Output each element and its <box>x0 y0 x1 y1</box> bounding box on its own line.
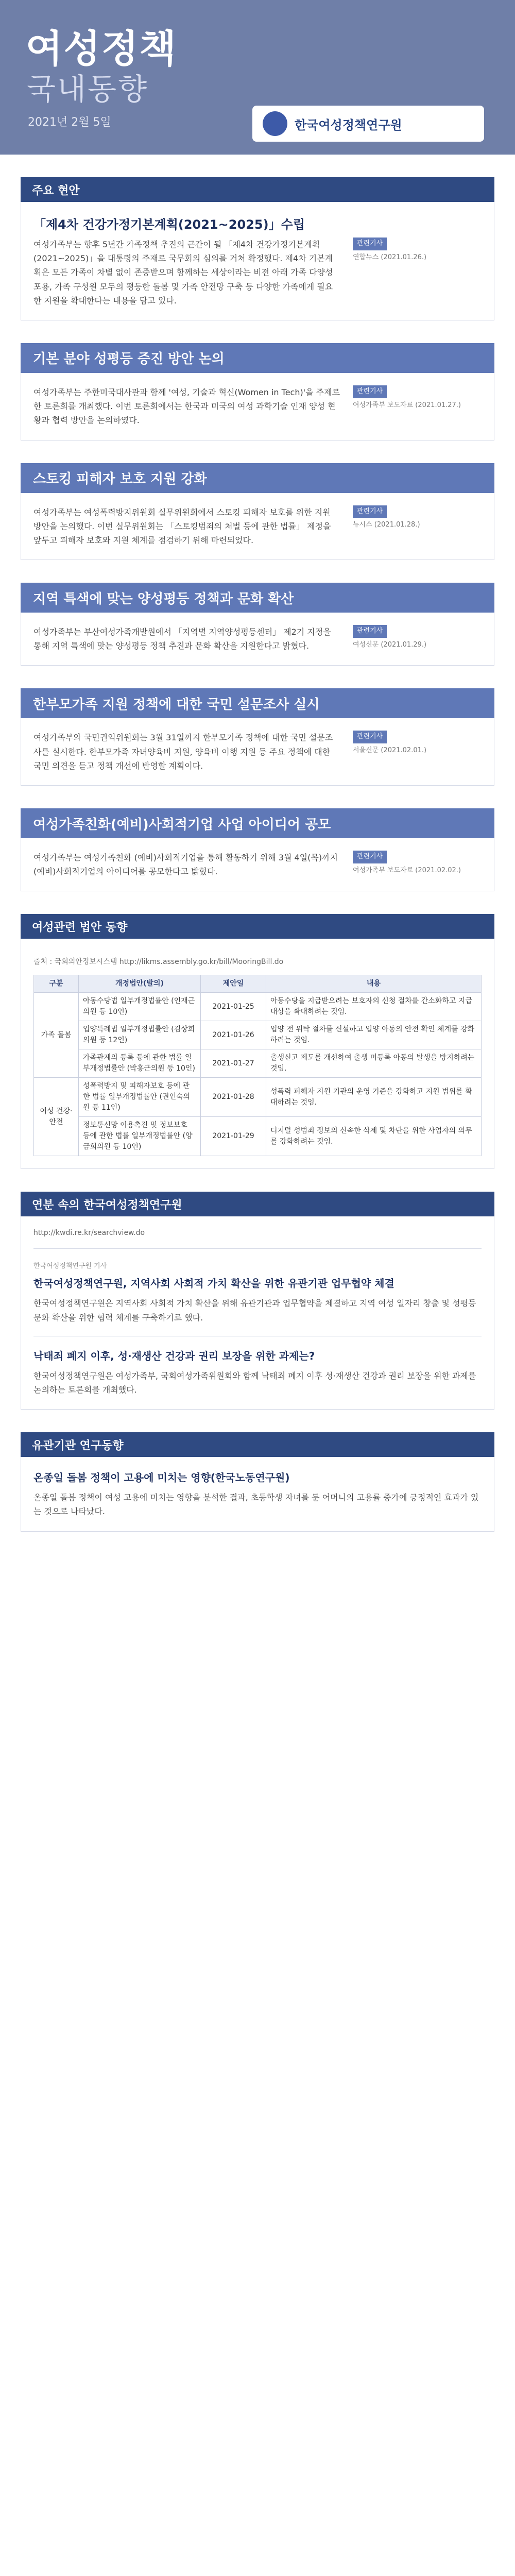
news-body: 여성가족부는 부산여성가족개발원에서 「지역별 지역양성평등센터」 제2기 지정을 통해 지역 특색에 맞는 양성평등 정책 추진과 문화 확산을 지원한다고 밝혔다. <box>33 627 331 651</box>
col-header: 개정법안(발의) <box>79 975 201 993</box>
kwdi-block <box>21 1216 494 1410</box>
news-body: 여성가족부는 여성폭력방지위원회 실무위원회에서 스토킹 피해자 보호를 위한 지원 방안을 논의했다. 이번 실무위원회는 「스토킹범죄의 처벌 등에 관한 법률」 제정을 앞두고 피해자 보호와 지원 체계를 점검하기 위해 마련되었다. <box>33 507 331 545</box>
news-block-3 <box>21 493 494 561</box>
divider <box>33 1248 482 1249</box>
table-row <box>34 993 482 1021</box>
section-event: 여성가족친화(예비)사회적기업 사업 아이디어 공모 <box>21 808 494 838</box>
cell-category: 가족 돌봄 <box>34 993 79 1078</box>
news-source <box>353 851 482 878</box>
cell-date: 2021-01-25 <box>201 993 266 1021</box>
page-title: 여성정책 <box>26 27 177 71</box>
laws-source-url[interactable]: http://likms.assembly.go.kr/bill/MooringBill.do <box>119 958 284 967</box>
kwdi-doc-label: 한국여성정책연구원 기사 <box>33 1262 107 1270</box>
table-row <box>34 1078 482 1117</box>
laws-block <box>21 939 494 1169</box>
table-row <box>34 1049 482 1078</box>
cell-bill: 성폭력방지 및 피해자보호 등에 관한 법률 일부개정법률안 (권인숙의원 등 11인) <box>79 1078 201 1117</box>
laws-source <box>33 956 482 967</box>
source-link[interactable]: 여성가족부 보도자료 (2021.02.02.) <box>353 866 461 874</box>
news-body: 여성가족부와 국민권익위원회는 3월 31일까지 한부모가족 정책에 대한 국민 설문조사를 실시한다. 한부모가족 자녀양육비 지원, 양육비 이행 지원 등 주요 정책에 대한 국민 의견을 듣고 정책 개선에 반영할 계획이다. <box>33 733 333 771</box>
source-link[interactable]: 뉴시스 (2021.01.28.) <box>353 521 420 529</box>
col-header: 구분 <box>34 975 79 993</box>
cell-date: 2021-01-28 <box>201 1078 266 1117</box>
news-body: 여성가족부는 여성가족친화 (예비)사회적기업을 통해 활동하기 위해 3월 4일(목)까지 (예비)사회적기업의 아이디어를 공모한다고 밝혔다. <box>33 853 338 877</box>
source-link[interactable]: 연합뉴스 (2021.01.26.) <box>353 253 427 261</box>
news-block-6 <box>21 838 494 891</box>
news-source <box>353 238 482 308</box>
logo-icon <box>263 111 287 136</box>
news-block-5 <box>21 718 494 786</box>
kwdi-item-title: 낙태죄 폐지 이후, 성·재생산 건강과 권리 보장을 위한 과제는? <box>33 1349 315 1362</box>
section-family: 한부모가족 지원 정책에 대한 국민 설문조사 실시 <box>21 688 494 718</box>
news-source <box>353 731 482 773</box>
news-title: 「제4차 건강가정기본계획(2021~2025)」수립 <box>33 217 305 232</box>
col-header: 제안일 <box>201 975 266 993</box>
laws-source-label: 출처 : 국회의안정보시스템 <box>33 958 117 967</box>
research-title: 온종일 돌봄 정책이 고용에 미치는 영향(한국노동연구원) <box>33 1471 290 1484</box>
table-row <box>34 1117 482 1156</box>
news-block-2 <box>21 373 494 440</box>
org-name: 한국여성정책연구원 <box>295 117 402 132</box>
cell-bill: 가족관계의 등록 등에 관한 법률 일부개정법률안 (박홍근의원 등 10인) <box>79 1049 201 1078</box>
source-link[interactable]: 서울신문 (2021.02.01.) <box>353 747 427 755</box>
cell-category: 여성 건강·안전 <box>34 1078 79 1156</box>
research-block <box>21 1457 494 1531</box>
news-block-4 <box>21 613 494 666</box>
cell-desc: 입양 전 위탁 절차를 신설하고 입양 아동의 안전 확인 체계를 강화하려는 것임. <box>266 1021 482 1049</box>
kwdi-item-body: 한국여성정책연구원은 여성가족부, 국회여성가족위원회와 함께 낙태죄 폐지 이후 성·재생산 건강과 권리 보장을 위한 과제를 논의하는 토론회를 개최했다. <box>33 1370 476 1395</box>
source-link[interactable]: 여성가족부 보도자료 (2021.01.27.) <box>353 401 461 409</box>
cell-desc: 출생신고 제도를 개선하여 출생 미등록 아동의 발생을 방지하려는 것임. <box>266 1049 482 1078</box>
cell-date: 2021-01-26 <box>201 1021 266 1049</box>
kwdi-link[interactable]: http://kwdi.re.kr/searchview.do <box>33 1229 145 1238</box>
section-research: 유관기관 연구동향 <box>21 1432 494 1457</box>
section-policy: 기본 분야 성평등 증진 방안 논의 <box>21 343 494 373</box>
page-subtitle: 국내동향 <box>27 72 149 107</box>
news-source <box>353 505 482 548</box>
cell-bill: 정보통신망 이용촉진 및 정보보호 등에 관한 법률 일부개정법률안 (양금희의원 등 10인) <box>79 1117 201 1156</box>
news-source <box>353 625 482 653</box>
source-link[interactable]: 여성신문 (2021.01.29.) <box>353 640 427 649</box>
cell-desc: 디지털 성범죄 정보의 신속한 삭제 및 차단을 위한 사업자의 의무를 강화하려는 것임. <box>266 1117 482 1156</box>
source-label: 관련기사 <box>353 238 387 250</box>
cell-bill: 입양특례법 일부개정법률안 (김상희의원 등 12인) <box>79 1021 201 1049</box>
source-label: 관련기사 <box>353 851 387 863</box>
news-body: 여성가족부는 향후 5년간 가족정책 추진의 근간이 될 「제4차 건강가정기본계획(2021~2025)」을 대통령의 주재로 국무회의 심의를 거쳐 확정했다. 제4차 기본계획은 모든 가족이 차별 없이 존중받으며 함께하는 세상이라는 비전 아래 가족 다양성 포용, 가족 구성원 모두의 평등한 돌봄 및 가족 안전망 구축 등 다양한 가족에게 필요한 지원을 확대한다는 내용을 담고 있다. <box>33 240 333 306</box>
col-header: 내용 <box>266 975 482 993</box>
laws-table <box>33 975 482 1156</box>
cell-bill: 아동수당법 일부개정법률안 (인재근의원 등 10인) <box>79 993 201 1021</box>
cell-desc: 아동수당을 지급받으려는 보호자의 신청 절차를 간소화하고 지급 대상을 확대하려는 것임. <box>266 993 482 1021</box>
source-label: 관련기사 <box>353 385 387 398</box>
cell-desc: 성폭력 피해자 지원 기관의 운영 기준을 강화하고 지원 범위를 확대하려는 것임. <box>266 1078 482 1117</box>
header-banner <box>0 0 515 155</box>
source-label: 관련기사 <box>353 625 387 638</box>
section-laws: 여성관련 법안 동향 <box>21 914 494 939</box>
org-logo <box>252 106 484 142</box>
cell-date: 2021-01-27 <box>201 1049 266 1078</box>
kwdi-item-title: 한국여성정책연구원, 지역사회 사회적 가치 확산을 위한 유관기관 업무협약 체결 <box>33 1277 394 1290</box>
section-local: 지역 특색에 맞는 양성평등 정책과 문화 확산 <box>21 583 494 613</box>
news-block-1 <box>21 202 494 320</box>
section-main-news: 주요 현안 <box>21 177 494 202</box>
cell-date: 2021-01-29 <box>201 1117 266 1156</box>
table-row <box>34 1021 482 1049</box>
kwdi-item-body: 한국여성정책연구원은 지역사회 사회적 가치 확산을 위해 유관기관과 업무협약을 체결하고 지역 여성 일자리 창출 및 성평등 문화 확산을 위한 협력 체계를 구축하기로 했다. <box>33 1298 476 1323</box>
source-label: 관련기사 <box>353 505 387 518</box>
section-kwdi: 연분 속의 한국여성정책연구원 <box>21 1192 494 1216</box>
source-label: 관련기사 <box>353 731 387 743</box>
news-body: 여성가족부는 주한미국대사관과 함께 '여성, 기술과 혁신(Women in Tech)'을 주제로 한 토론회를 개최했다. 이번 토론회에서는 한국과 미국의 여성 과학기술 인재 양성 현황과 협력 방안을 논의하였다. <box>33 387 340 426</box>
news-source <box>353 385 482 428</box>
issue-date: 2021년 2월 5일 <box>28 116 111 129</box>
research-body: 온종일 돌봄 정책이 여성 고용에 미치는 영향을 분석한 결과, 초등학생 자녀를 둔 어머니의 고용률 증가에 긍정적인 효과가 있는 것으로 나타났다. <box>33 1493 479 1517</box>
section-startup: 스토킹 피해자 보호 지원 강화 <box>21 463 494 493</box>
